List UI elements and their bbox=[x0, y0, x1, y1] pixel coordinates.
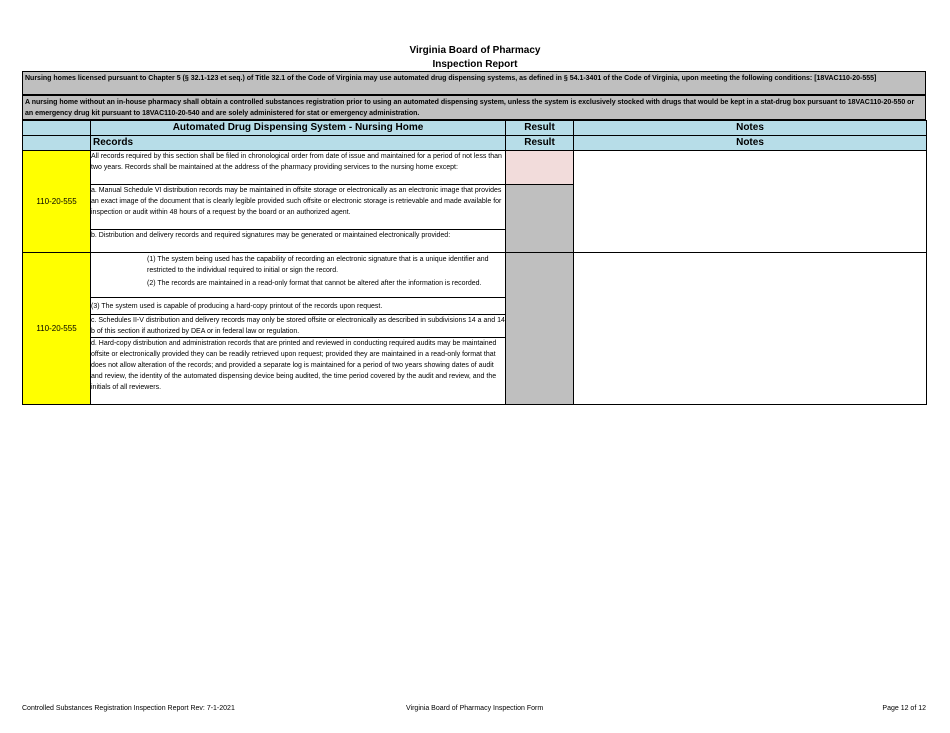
notes-header: Notes bbox=[574, 136, 927, 151]
section-title: Automated Drug Dispensing System - Nursing Home bbox=[91, 121, 506, 136]
record-text-group bbox=[91, 253, 506, 298]
record-subitem: (2) The records are maintained in a read-only format that cannot be altered after the information is recorded. bbox=[147, 280, 482, 287]
footer-page-number: Page 12 of 12 bbox=[882, 705, 926, 712]
regulation-code: 110-20-555 bbox=[23, 253, 91, 405]
report-title: Inspection Report bbox=[432, 59, 518, 70]
records-title: Records bbox=[91, 136, 506, 151]
org-title: Virginia Board of Pharmacy bbox=[409, 45, 541, 56]
record-text: d. Hard-copy distribution and administration records that are printed and reviewed in conducting required audits may be maintained offsite or electronically provided they can be readily retrieved upon request; provided they are maintained in a read-only format that does not allow alteration of the records; and provided a separate log is maintained for a period of two years showing dates of audit and review, the identity of the automated dispensing device being audited, the time period covered by the audit and review, and the initials of all reviewers. bbox=[91, 338, 506, 405]
result-header: Result bbox=[506, 121, 574, 136]
registration-banner: A nursing home without an in-house pharmacy shall obtain a controlled substances registration prior to using an automated dispensing system, unless the system is exclusively stocked with drugs that would be kept in a stat-drug box pursuant to 18VAC110-20-550 or an emergency drug kit pursuant to 18VAC110-20-540 and are solely administered for stat or emergency administration. bbox=[22, 95, 926, 120]
code-header-cell bbox=[23, 121, 91, 136]
inspection-table bbox=[22, 120, 927, 405]
notes-cell[interactable] bbox=[574, 253, 927, 405]
record-row bbox=[23, 253, 927, 298]
footer-center: Virginia Board of Pharmacy Inspection Form bbox=[406, 705, 544, 712]
code-header-cell bbox=[23, 136, 91, 151]
section-header-row bbox=[23, 121, 927, 136]
footer-left: Controlled Substances Registration Inspection Report Rev: 7-1-2021 bbox=[22, 705, 235, 712]
records-header-row bbox=[23, 136, 927, 151]
record-text: a. Manual Schedule VI distribution records may be maintained in offsite storage or electronically as an electronic image that provides an exact image of the document that is clearly legible provided such offsite or electronic storage is retrievable and made available for inspection or audit within 48 hours of a request by the board or an authorized agent. bbox=[91, 185, 506, 230]
result-cell[interactable] bbox=[506, 253, 574, 405]
notes-header: Notes bbox=[574, 121, 927, 136]
record-text: c. Schedules II-V distribution and delivery records may only be stored offsite or electronically as described in subdivisions 14 a and 14 b of this section if authorized by DEA or in federal law or regulation. bbox=[91, 315, 506, 338]
record-subitem: (1) The system being used has the capability of recording an electronic signature that is a unique identifier and restricted to the individual required to initial or sign the record. bbox=[147, 256, 489, 274]
record-text: All records required by this section shall be filed in chronological order from date of issue and maintained for a period of not less than two years. Records shall be maintained at the address of the pharmacy providing services to the nursing home except: bbox=[91, 151, 506, 185]
result-header: Result bbox=[506, 136, 574, 151]
record-text: (3) The system used is capable of producing a hard-copy printout of the records upon request. bbox=[91, 298, 506, 315]
result-cell[interactable] bbox=[506, 151, 574, 185]
regulation-code: 110-20-555 bbox=[23, 151, 91, 253]
record-row bbox=[23, 151, 927, 185]
conditions-banner: Nursing homes licensed pursuant to Chapter 5 (§ 32.1-123 et seq.) of Title 32.1 of the Code of Virginia may use automated drug dispensing systems, as defined in § 54.1-3401 of the Code of Virginia, upon meeting the following conditions: [18VAC110-20-555] bbox=[22, 71, 926, 95]
record-text: b. Distribution and delivery records and required signatures may be generated or maintained electronically provided: bbox=[91, 230, 506, 253]
notes-cell[interactable] bbox=[574, 151, 927, 253]
result-cell[interactable] bbox=[506, 185, 574, 253]
page-header bbox=[0, 44, 950, 72]
